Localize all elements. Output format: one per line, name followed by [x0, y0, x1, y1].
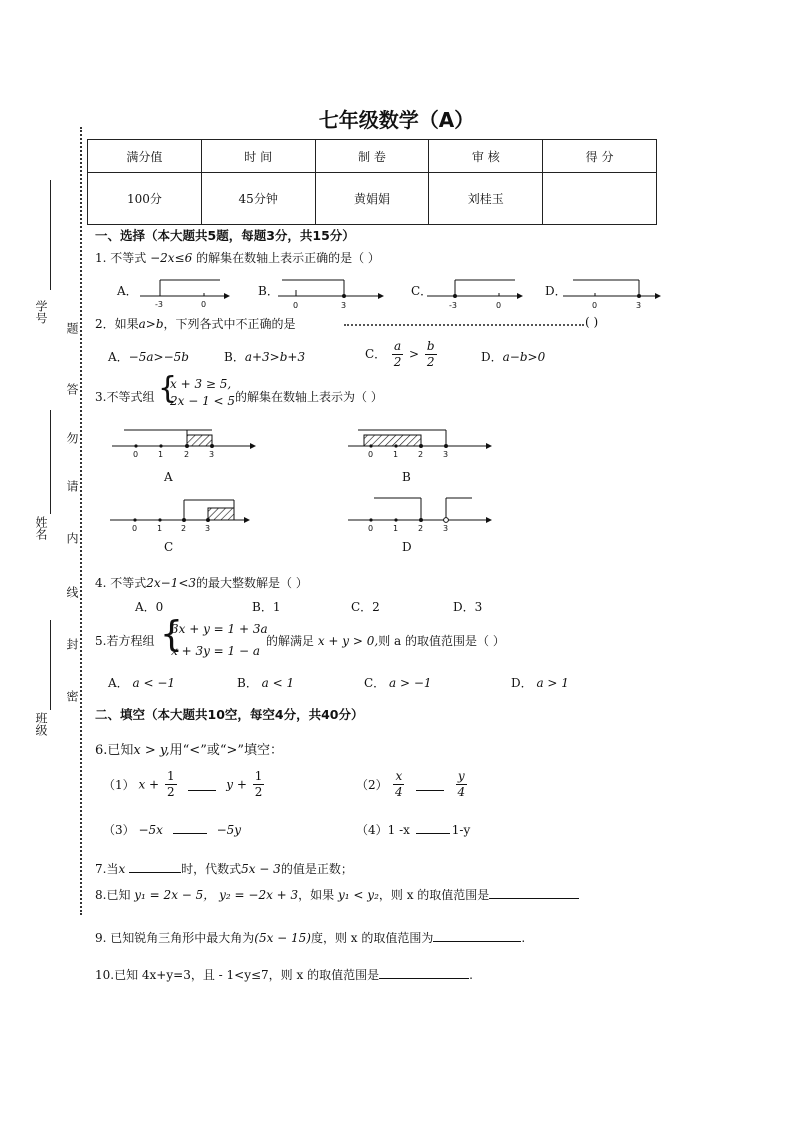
q4-option-c: C．2	[351, 600, 380, 614]
question-8: 8.已知 y₁ = 2x − 5， y₂ = −2x + 3，如果 y₁ < y₂，则 x 的取值范围是	[95, 886, 579, 903]
svg-text:3: 3	[341, 301, 347, 310]
q5-brace-icon: {	[160, 614, 183, 655]
seal-char: 内	[65, 532, 79, 544]
svg-text:-3: -3	[449, 301, 457, 310]
svg-text:0: 0	[132, 524, 138, 533]
svg-text:2: 2	[418, 524, 424, 533]
class-label: 班级	[34, 712, 48, 736]
q5-option-a: A． a < −1	[108, 676, 176, 690]
seal-char: 封	[65, 638, 79, 650]
q2-option-a: A．−5a>−5b	[108, 350, 189, 364]
q9-blank[interactable]	[433, 929, 521, 942]
svg-text:0: 0	[293, 301, 299, 310]
question-7: 7.当x 时，代数式5x − 3的值是正数；	[95, 862, 353, 876]
q3-number-line-a	[112, 426, 256, 462]
svg-text:2: 2	[418, 450, 424, 459]
q3-label-d: D	[402, 540, 412, 554]
q10-blank[interactable]	[379, 966, 469, 979]
q1-option-a-label: A．	[117, 284, 138, 298]
q1-option-b-label: B．	[258, 284, 279, 298]
student-number-label: 学号	[34, 300, 48, 324]
question-4: 4. 不等式2x−1<3的最大整数解是（ ）	[95, 576, 308, 590]
question-10: 10.已知 4x+y=3，且 - 1<y≤7，则 x 的取值范围是 .	[95, 968, 473, 982]
header-author: 制 卷	[315, 140, 429, 173]
q6-part-2: （2） $\frac{x}{4}$ $\frac{y}{4}$	[356, 769, 466, 799]
question-3-stem: 3.不等式组	[95, 390, 155, 404]
header-full-score: 满分值	[88, 140, 202, 173]
q2-option-c: C． $\frac{a}{2}$ > $\frac{b}{2}$	[365, 339, 435, 369]
q7-blank[interactable]	[129, 860, 181, 873]
q2-option-b: B．a+3>b+3	[224, 350, 306, 364]
q3-number-line-d	[348, 494, 492, 532]
svg-text:-3: -3	[155, 300, 163, 309]
value-author: 黄娟娟	[315, 173, 429, 225]
q4-option-b: B．1	[252, 600, 281, 614]
question-1: 1. 不等式 −2x≤6 的解集在数轴上表示正确的是（ ）	[95, 251, 380, 265]
student-number-field[interactable]	[50, 180, 51, 290]
q8-blank[interactable]	[489, 886, 579, 899]
q5-option-c: C． a > −1	[364, 676, 432, 690]
q3-label-a: A	[164, 470, 173, 484]
q5-option-b: B． a < 1	[237, 676, 295, 690]
q4-option-a: A．0	[135, 600, 164, 614]
seal-char: 题	[65, 322, 79, 334]
q3-number-line-c	[110, 496, 250, 532]
q6-3-blank[interactable]	[173, 821, 207, 834]
section-1-heading: 一、选择（本大题共5题，每题3分，共15分）	[95, 228, 355, 243]
q2-option-d: D．a−b>0	[481, 350, 546, 364]
seal-char: 勿	[65, 432, 79, 444]
svg-text:3: 3	[443, 524, 449, 533]
question-9: 9. 已知锐角三角形中最大角为(5x − 15)度，则 x 的取值范围为 .	[95, 931, 526, 945]
q4-option-d: D．3	[453, 600, 483, 614]
q6-2-blank[interactable]	[416, 778, 444, 791]
q3-number-line-b	[348, 426, 492, 462]
name-label: 姓名	[34, 516, 48, 540]
q6-part-3: （3） −5x −5y	[103, 823, 242, 837]
svg-text:1: 1	[157, 524, 163, 533]
q3-system: x + 3 ≥ 5, 2x − 1 < 5	[170, 377, 236, 408]
header-reviewer: 审 核	[429, 140, 543, 173]
seal-char: 请	[65, 480, 79, 492]
q3-brace-icon: {	[158, 371, 178, 406]
svg-text:0: 0	[133, 450, 139, 459]
q6-part-4: （4）1 -x 1-y	[356, 823, 471, 837]
seal-char: 答	[65, 383, 79, 395]
q1-number-line-d	[563, 278, 661, 310]
q3-label-c: C	[164, 540, 174, 554]
q1-number-line-a	[140, 276, 230, 310]
page-title: 七年级数学（A）	[318, 108, 475, 132]
question-6: 6.已知x > y,用“<”或“>”填空：	[95, 743, 284, 758]
q3-tail: 的解集在数轴上表示为（ ）	[235, 390, 383, 404]
svg-text:2: 2	[181, 524, 187, 533]
value-reviewer: 刘桂玉	[429, 173, 543, 225]
q6-4-blank[interactable]	[416, 821, 450, 834]
svg-text:0: 0	[201, 300, 207, 309]
svg-text:1: 1	[393, 450, 399, 459]
svg-text:1: 1	[158, 450, 164, 459]
svg-text:0: 0	[368, 524, 374, 533]
svg-text:3: 3	[443, 450, 449, 459]
svg-text:1: 1	[393, 524, 399, 533]
value-score[interactable]	[543, 173, 657, 225]
q1-number-line-c	[427, 278, 523, 310]
binding-dotted-line	[80, 127, 82, 915]
name-field[interactable]	[50, 410, 51, 514]
svg-text:3: 3	[636, 301, 642, 310]
q1-option-d-label: D．	[545, 284, 567, 298]
svg-text:3: 3	[209, 450, 215, 459]
q5-system: 3x + y = 1 + 3a x + 3y = 1 − a	[171, 622, 268, 658]
svg-text:0: 0	[592, 301, 598, 310]
value-full-score: 100分	[88, 173, 202, 225]
seal-char: 线	[65, 586, 79, 598]
header-score: 得 分	[543, 140, 657, 173]
svg-text:2: 2	[184, 450, 190, 459]
q5-tail: 的解满足 x + y > 0,则 a 的取值范围是（ ）	[266, 634, 505, 648]
q1-option-c-label: C．	[411, 284, 433, 298]
svg-text:0: 0	[368, 450, 374, 459]
svg-text:0: 0	[496, 301, 502, 310]
question-2: 2．如果a>b，下列各式中不正确的是	[95, 317, 296, 331]
q2-dotted-leader	[344, 313, 584, 327]
q2-answer-paren[interactable]: ( )	[585, 315, 599, 329]
exam-info-table	[87, 139, 657, 225]
seal-char: 密	[65, 690, 79, 702]
svg-text:3: 3	[205, 524, 211, 533]
value-time: 45分钟	[201, 173, 315, 225]
section-2-heading: 二、填空（本大题共10空，每空4分，共40分）	[95, 707, 364, 722]
q1-number-line-b	[278, 278, 384, 310]
q6-1-blank[interactable]	[188, 778, 216, 791]
question-5-stem: 5.若方程组	[95, 634, 155, 648]
q3-label-b: B	[402, 470, 411, 484]
header-time: 时 间	[201, 140, 315, 173]
class-field[interactable]	[50, 620, 51, 710]
q5-option-d: D． a > 1	[511, 676, 569, 690]
q6-part-1: （1） x + $\frac{1}{2}$ y + $\frac{1}{2}$	[103, 769, 263, 799]
